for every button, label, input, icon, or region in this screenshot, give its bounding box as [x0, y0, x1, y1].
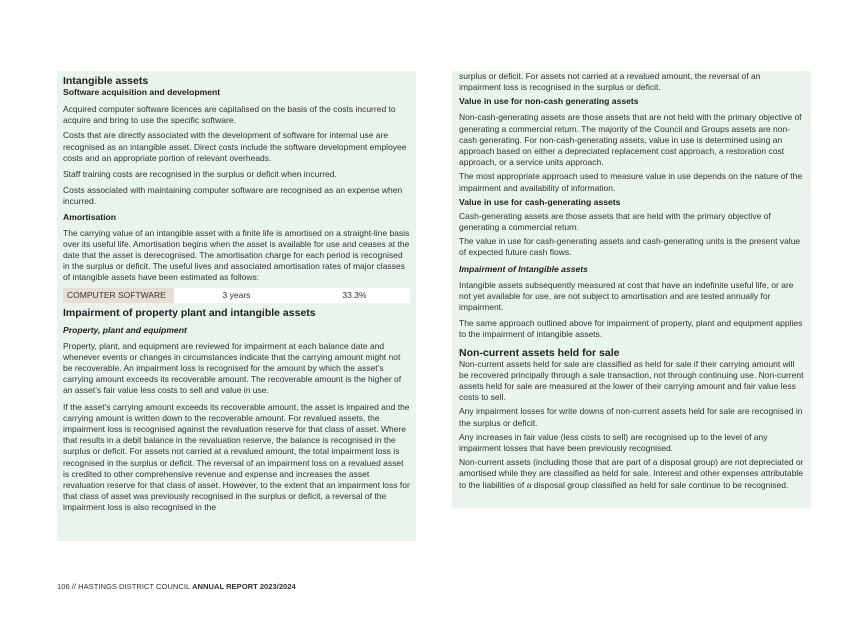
subheading-italic: Property, plant and equipment [63, 324, 187, 335]
paragraph: Non-current assets (including those that are part of a disposal group) are not depreciated or amortised while they are classified as held for sale. Interest and other expenses attributable to the liabilities of a disposal group classified as held for sale continue to be recognised. [459, 457, 804, 490]
page-footer [57, 582, 296, 591]
paragraph: Cash-generating assets are those assets that are held with the primary objective of generating a commercial return. [459, 210, 771, 233]
table-cell-category: COMPUTER SOFTWARE [63, 288, 174, 303]
paragraph: Staff training costs are recognised in the surplus or deficit when incurred. [63, 169, 337, 180]
paragraph: Any impairment losses for write downs of non-current assets held for sale are recognised in the surplus or deficit. [459, 406, 803, 428]
useful-lives-table [63, 288, 410, 303]
subheading: Amortisation [63, 211, 116, 222]
footer-page-label: 106 // HASTINGS DISTRICT COUNCIL [57, 582, 190, 591]
subheading: Value in use for cash-generating assets [459, 196, 621, 207]
paragraph: The value in use for cash-generating assets and cash-generating units is the present value of expected future cash flows. [459, 236, 801, 258]
paragraph: Intangible assets subsequently measured at cost that have an indefinite useful life, or are not yet available for use, are not subject to amortisation and are tested annually for impairment. [459, 279, 794, 313]
table-cell-life: 3 years [222, 290, 251, 301]
paragraph: Acquired computer software licences are capitalised on the basis of the costs incurred to acquire and bring to use the specific software. [63, 104, 396, 126]
subheading: Value in use for non-cash generating assets [459, 96, 639, 107]
paragraph: Costs that are directly associated with the development of software for internal use are recognised as an intangible asset. Direct costs include the software development employee costs and an appropriate portion of relevant overheads. [63, 130, 407, 163]
paragraph: Costs associated with maintaining computer software are recognised as an expense when incurred. [63, 185, 403, 207]
paragraph: The same approach outlined above for impairment of property, plant and equipment applies to the impairment of intangible assets. [459, 318, 803, 340]
paragraph: The most appropriate approach used to measure value in use depends on the nature of the impairment and availability of information. [459, 171, 803, 193]
paragraph: Any increases in fair value (less costs to sell) are recognised up to the level of any impairment losses that have been previously recognised. [459, 431, 768, 454]
left-column [57, 71, 416, 541]
paragraph: surplus or deficit. For assets not carried at a revalued amount, the reversal of an impairment loss is recognised in the surplus or deficit. [459, 71, 761, 93]
subheading: Software acquisition and development [63, 87, 221, 97]
section-heading: Intangible assets [63, 75, 149, 87]
paragraph: The carrying value of an intangible asset with a finite life is amortised on a straight-line basis over its useful life. Amortisation begins when the asset is available for use and ceases at the date that the asset is derecognised. The amortisation charge for each period is recognised in the surplus or deficit. The useful lives and associated amortisation rates of major classes of intangible assets have been estimated as follows: [63, 227, 410, 283]
section-heading: Non-current assets held for sale [459, 346, 620, 359]
paragraph: Non-current assets held for sale are classified as held for sale if their carrying amount will be recovered principally through a sale transaction, not through continuing use. Non-current assets held for sale are measured at the lower of their carrying amount and fair value less costs to sell. [459, 358, 804, 403]
paragraph: Non-cash-generating assets are those assets that are not held with the primary objective of generating a commercial return. The majority of the Council and Groups assets are non-cash generating. For non-cash-generating assets, value in use is determined using an approach based on either a depreciated replacement cost approach, a restoration cost approach, or a service units approach. [459, 112, 802, 168]
section-heading: Impairment of property plant and intangible assets [63, 306, 316, 319]
table-row [63, 288, 410, 303]
table-cell-rate: 33.3% [342, 290, 367, 301]
right-column [452, 71, 811, 508]
paragraph: Property, plant, and equipment are reviewed for impairment at each balance date and whenever events or changes in circumstances indicate that the carrying amount might not be recoverable. An impairment loss is recognised for the amount by which the asset’s carrying amount exceeds its recoverable amount. The recoverable amount is the higher of an asset’s fair value less costs to sell and value in use. [63, 340, 402, 396]
footer-report-title: ANNUAL REPORT 2023/2024 [192, 582, 296, 591]
subheading-italic: Impairment of Intangible assets [459, 263, 588, 274]
paragraph: If the asset's carrying amount exceeds its recoverable amount, the asset is impaired and the carrying amount is written down to the recoverable amount. For revalued assets, the impairment loss is recognised against the revaluation reserve for that class of asset. Where that results in a debit balance in the revaluation reserve, the balance is recognised in the surplus or deficit. For assets not carried at a revalued amount, the total impairment loss is recognised in the surplus or deficit. The reversal of an impairment loss on a revalued asset is credited to other comprehensive revenue and expense and increases the asset revaluation reserve for that class of asset. However, to the extent that an impairment loss for that class of asset was previously recognised in the surplus or deficit, a reversal of the impairment loss is also recognised in the [63, 401, 410, 513]
